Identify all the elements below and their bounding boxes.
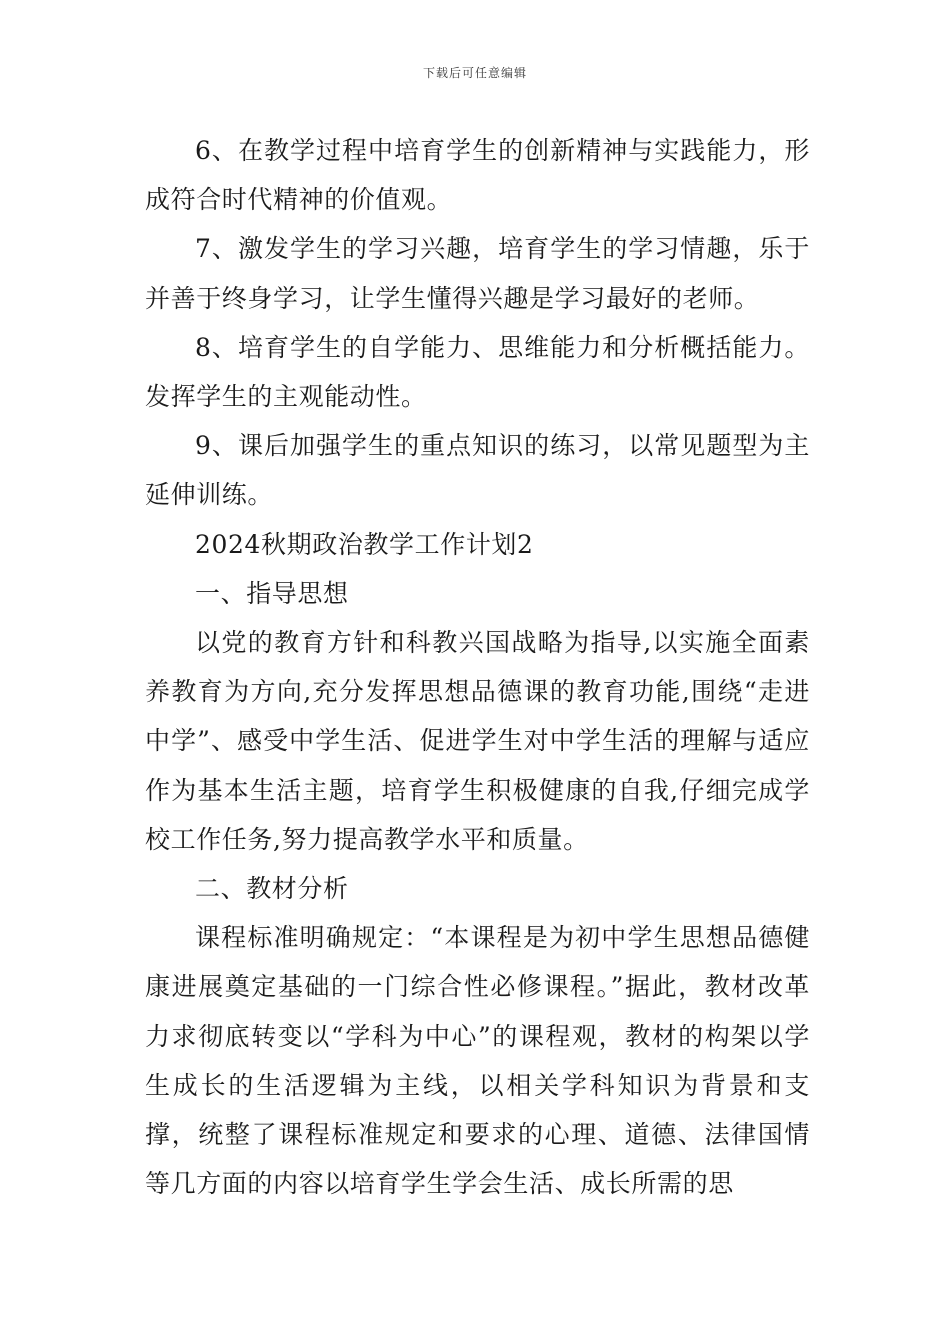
document-body <box>145 126 810 1208</box>
page-header-note: 下载后可任意编辑 <box>422 66 527 80</box>
paragraph-item-8: 8、培育学生的自学能力、思维能力和分析概括能力。发挥学生的主观能动性。 <box>145 332 810 412</box>
heading-guiding-ideology: 一、指导思想 <box>195 578 349 608</box>
paragraph-item-6: 6、在教学过程中培育学生的创新精神与实践能力，形成符合时代精神的价值观。 <box>145 136 810 215</box>
paragraph-item-9: 9、课后加强学生的重点知识的练习，以常见题型为主延伸训练。 <box>145 431 810 510</box>
paragraph-textbook-analysis: 课程标准明确规定：“本课程是为初中学生思想品德健康进展奠定基础的一门综合性必修课程。”据此，教材改革力求彻底转变以“学科为中心”的课程观，教材的构架以学生成长的生活逻辑为主线，以相关学科知识为背景和支撑，统整了课程标准规定和要求的心理、道德、法律国情等几方面的内容以培育学生学会生活、成长所需的思 <box>145 923 810 1199</box>
section-title-plan-2: 2024秋期政治教学工作计划2 <box>195 529 534 559</box>
paragraph-guiding-ideology: 以党的教育方针和科教兴国战略为指导,以实施全面素养教育为方向,充分发挥思想品德课的教育功能,围绕“走进中学”、感受中学生活、促进学生对中学生活的理解与适应作为基本生活主题，培育学生积极健康的自我,仔细完成学校工作任务,努力提高教学水平和质量。 <box>145 628 810 854</box>
heading-textbook-analysis: 二、教材分析 <box>195 874 349 904</box>
paragraph-item-7: 7、激发学生的学习兴趣，培育学生的学习情趣，乐于并善于终身学习，让学生懂得兴趣是学习最好的老师。 <box>145 234 810 313</box>
